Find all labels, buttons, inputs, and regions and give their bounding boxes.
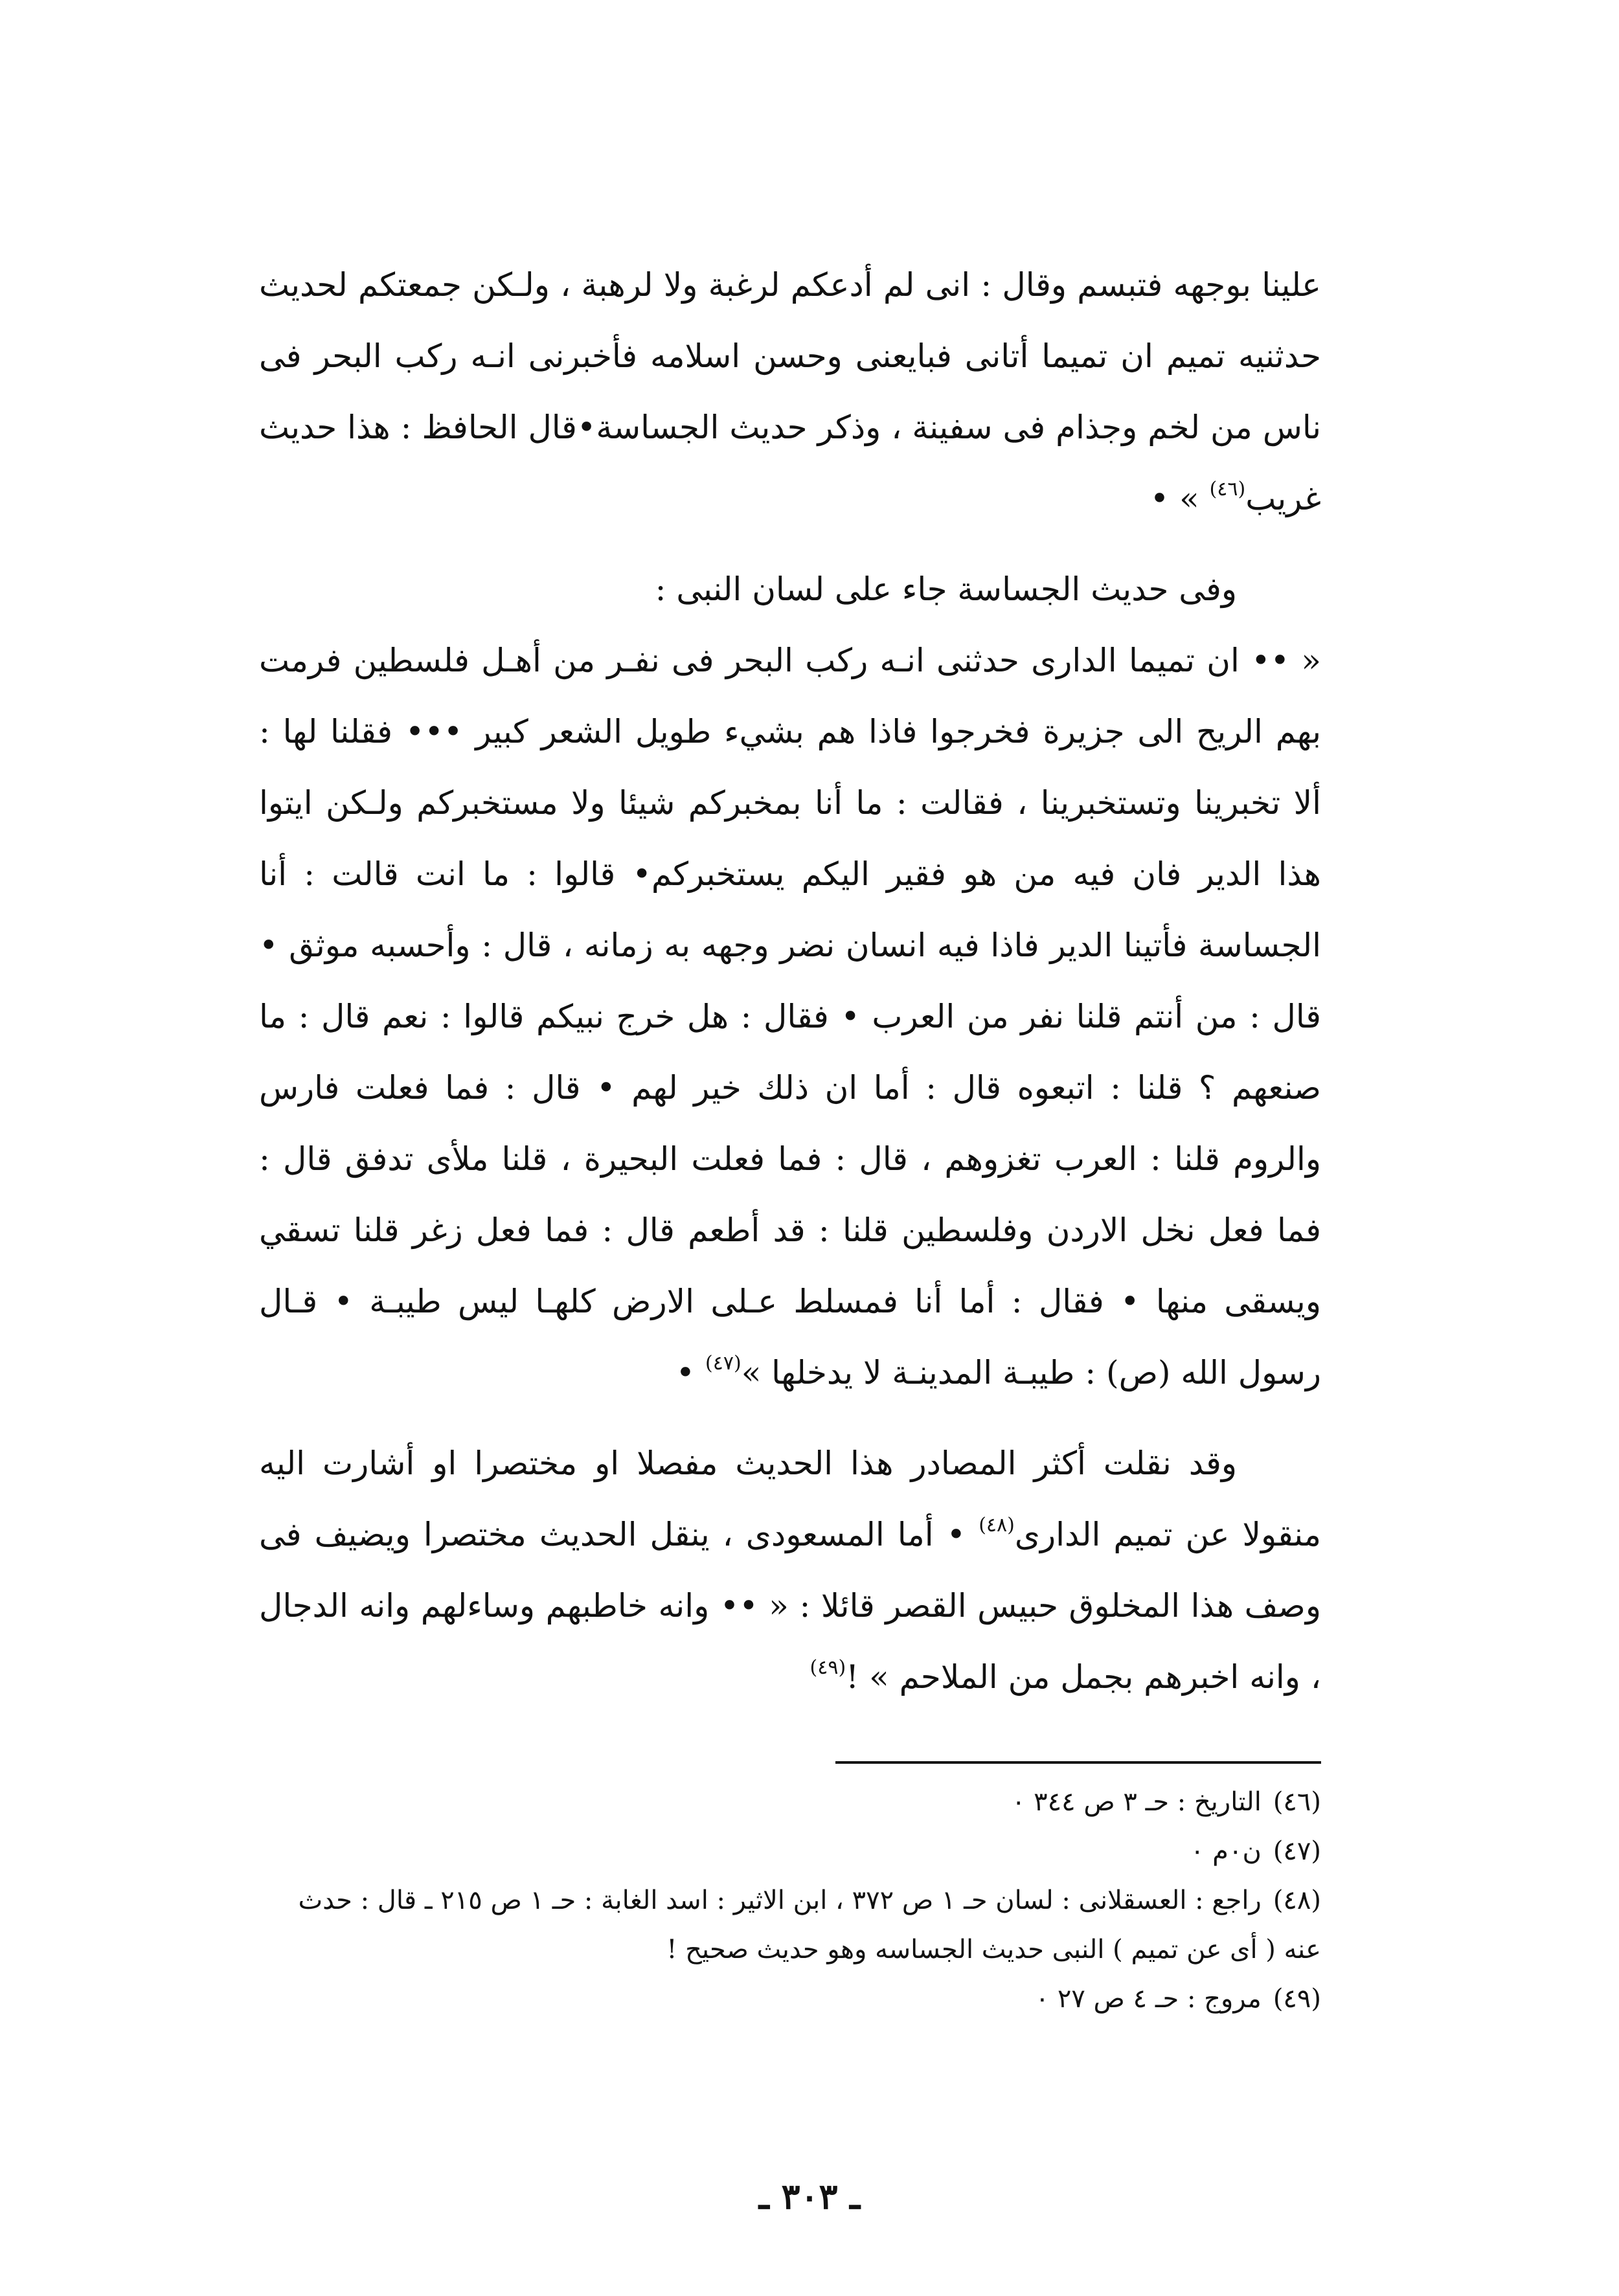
footnotes <box>259 1777 1321 2023</box>
footnote-ref-49[interactable]: (٤٩) <box>809 1656 846 1679</box>
footnote-ref-47[interactable]: (٤٧) <box>705 1352 742 1375</box>
paragraph-3-quote: « •• ان تميما الدارى حدثنى انـه ركب البحر فى نفـر من أهـل فلسطين فرمت بهم الريح الى جزيرة فخرجوا فاذا هم بشيء طويل الشعر كبير ••• فقلنا لها : ألا تخبرينا وتستخبرينا ، فقالت : ما أنا بمخبركم شيئا ولا مستخبركم ولـكن ايتوا هذا الدير فان فيه من هو فقير اليكم يستخبركم• قالوا : ما انت قالت : أنا الجساسة فأتينا الدير فاذا فيه انسان نضر وجهه به زمانه ، قال : وأحسبه موثق • قال : من أنتم قلنا نفر من العرب • فقال : هل خرج نبيكم قالوا : نعم قال : ما صنعهم ؟ قلنا : اتبعوه قال : أما ان ذلك خير لهم • قال : فما فعلت فارس والروم قلنا : العرب تغزوهم ، قال : فما فعلت البحيرة ، قلنا ملأى تدفق قال : فما فعل نخل الاردن وفلسطين قلنا : قد أطعم قال : فما فعل زغر قلنا تسقي ويسقى منها • فقال : أما أنا فمسلط عـلى الارض كلهـا ليس طيبـة • قـال رسول الله (ص) : طيبـة المدينـة لا يدخلها »$^{(٤٧)}$ • <box>259 642 1321 1391</box>
paragraph-1: علينا بوجهه فتبسم وقال : انى لم أدعكم لرغبة ولا لرهبة ، ولـكن جمعتكم لحديث حدثنيه تميم ان تميما أتانى فبايعنى وحسن اسلامه فأخبرنى انـه ركب البحر فى ناس من لخم وجذام فى سفينة ، وذكر حديث الجساسة•قال الحافظ : هذا حديث غريب$^{(٤٦)}$ » • <box>259 266 1321 517</box>
paragraph-4: وقد نقلت أكثر المصادر هذا الحديث مفصلا او مختصرا او أشارت اليه منقولا عن تميم الدارى$^{(٤٨)}$ • أما المسعودى ، ينقل الحديث مختصرا ويضيف فى وصف هذا المخلوق حبيس القصر قائلا : « •• وانه خاطبهم وساءلهم وانه الدجال ، وانه اخبرهم بجمل من الملاحم » !$^{(٤٩)}$ <box>259 1445 1321 1696</box>
main-text <box>259 249 1321 1713</box>
footnote-48: (٤٨)راجع : العسقلانى : لسان حـ ١ ص ٣٧٢ ، ابن الاثير : اسد الغابة : حـ ١ ص ٢١٥ ـ قال : حدث عنه ( أى عن تميم ) النبى حديث الجساسه وهو حديث صحيح ! <box>298 1885 1321 1964</box>
paragraph-2: وفى حديث الجساسة جاء على لسان النبى : <box>655 570 1237 608</box>
footnote-ref-46[interactable]: (٤٦) <box>1209 478 1246 501</box>
page-number: ـ ٣٠٣ ـ <box>758 2176 861 2217</box>
footnote-46: (٤٦)التاريخ : حـ ٣ ص ٣٤٤ ٠ <box>1011 1787 1321 1817</box>
footnote-divider <box>835 1761 1321 1764</box>
footnote-47: (٤٧)ن٠م ٠ <box>1190 1836 1321 1866</box>
footnote-ref-48[interactable]: (٤٨) <box>979 1514 1015 1536</box>
footnote-49: (٤٩)مروج : حـ ٤ ص ٢٧ ٠ <box>1035 1984 1321 2014</box>
